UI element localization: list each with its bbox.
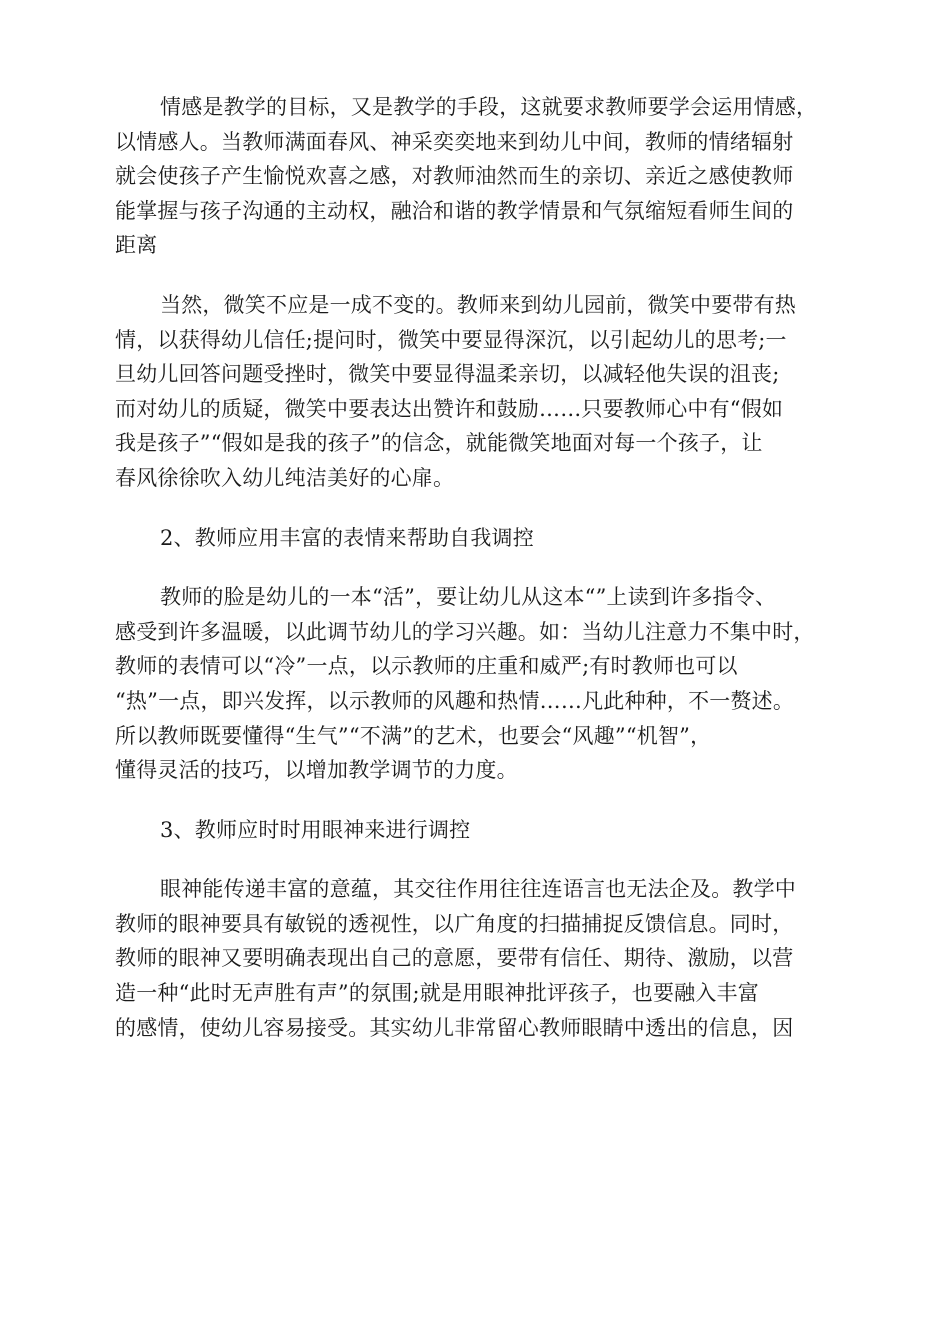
section-heading: 2、教师应用丰富的表情来帮助自我调控 <box>160 525 534 550</box>
document-body <box>115 90 835 1070</box>
paragraph-line: 感受到许多温暖，以此调节幼儿的学习兴趣。如：当幼儿注意力不集中时， <box>115 619 815 644</box>
paragraph-2 <box>115 288 835 496</box>
paragraph-line: 眼神能传递丰富的意蕴，其交往作用往往连语言也无法企及。教学中 <box>160 877 796 902</box>
paragraph-line: 而对幼儿的质疑，微笑中要表达出赞许和鼓励……只要教师心中有“假如 <box>115 396 784 421</box>
section-heading: 3、教师应时时用眼神来进行调控 <box>160 817 471 842</box>
paragraph-line: 旦幼儿回答问题受挫时，微笑中要显得温柔亲切，以减轻他失误的沮丧; <box>115 362 780 387</box>
paragraph-line: 教师的表情可以“冷”一点，以示教师的庄重和威严;有时教师也可以 <box>115 654 738 679</box>
paragraph-4 <box>115 872 835 1045</box>
paragraph-line: “热”一点，即兴发挥，以示教师的风趣和热情……凡此种种，不一赘述。 <box>115 688 795 713</box>
section-heading-3 <box>115 813 835 848</box>
paragraph-line: 距离 <box>115 233 158 258</box>
paragraph-line: 所以教师既要懂得“生气”“不满”的艺术，也要会“风趣”“机智”， <box>115 723 712 748</box>
paragraph-3 <box>115 580 835 788</box>
paragraph-1 <box>115 90 835 263</box>
paragraph-line: 教师的脸是幼儿的一本“活”，要让幼儿从这本“”上读到许多指令、 <box>160 585 777 610</box>
paragraph-line: 我是孩子”“假如是我的孩子”的信念，就能微笑地面对每一个孩子，让 <box>115 431 763 456</box>
paragraph-line: 能掌握与孩子沟通的主动权，融洽和谐的教学情景和气氛缩短看师生间的 <box>115 198 794 223</box>
paragraph-line: 情感是教学的目标，又是教学的手段，这就要求教师要学会运用情感， <box>160 95 818 119</box>
paragraph-line: 就会使孩子产生愉悦欢喜之感，对教师油然而生的亲切、亲近之感使教师 <box>115 164 794 189</box>
paragraph-line: 春风徐徐吹入幼儿纯洁美好的心扉。 <box>115 465 455 490</box>
paragraph-line: 教师的眼神又要明确表现出自己的意愿，要带有信任、期待、激励，以营 <box>115 946 794 971</box>
paragraph-line: 造一种“此时无声胜有声”的氛围;就是用眼神批评孩子，也要融入丰富 <box>115 981 759 1006</box>
paragraph-line: 的感情，使幼儿容易接受。其实幼儿非常留心教师眼睛中透出的信息，因 <box>115 1015 794 1040</box>
paragraph-line: 以情感人。当教师满面春风、神采奕奕地来到幼儿中间，教师的情绪辐射 <box>115 129 794 154</box>
paragraph-line: 懂得灵活的技巧，以增加教学调节的力度。 <box>115 758 518 783</box>
paragraph-line: 教师的眼神要具有敏锐的透视性，以广角度的扫描捕捉反馈信息。同时， <box>115 911 794 936</box>
paragraph-line: 情，以获得幼儿信任;提问时，微笑中要显得深沉，以引起幼儿的思考;一 <box>115 327 787 352</box>
section-heading-2 <box>115 521 835 556</box>
paragraph-line: 当然，微笑不应是一成不变的。教师来到幼儿园前，微笑中要带有热 <box>160 292 796 317</box>
